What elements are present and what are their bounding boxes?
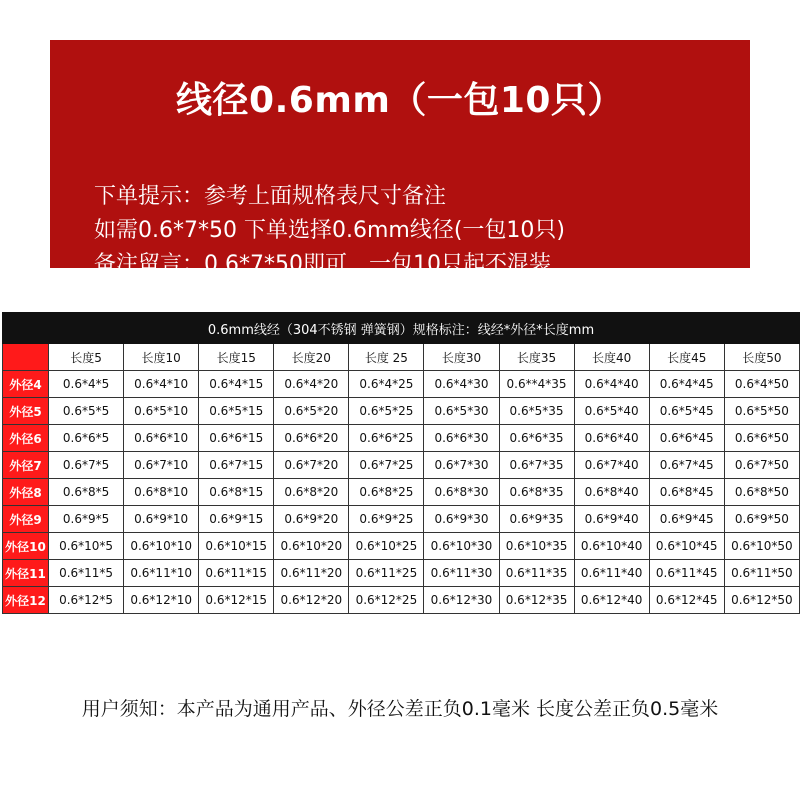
table-cell: 0.6*5*20	[274, 398, 349, 425]
table-cell: 0.6*8*25	[349, 479, 424, 506]
user-notice: 用户须知：本产品为通用产品、外径公差正负0.1毫米 长度公差正负0.5毫米	[81, 698, 719, 720]
table-cell: 0.6*7*15	[199, 452, 274, 479]
order-tip-line: 如需0.6*7*50 下单选择0.6mm线径(一包10只)	[94, 218, 565, 243]
table-cell: 0.6*9*30	[424, 506, 499, 533]
table-cell: 0.6*10*15	[199, 533, 274, 560]
table-row	[3, 560, 800, 587]
column-header: 长度50	[724, 344, 799, 371]
table-cell: 0.6**4*35	[499, 371, 574, 398]
table-cell: 0.6*5*30	[424, 398, 499, 425]
table-cell: 0.6*7*50	[724, 452, 799, 479]
table-cell: 0.6*4*50	[724, 371, 799, 398]
table-row	[3, 479, 800, 506]
table-cell: 0.6*5*5	[49, 398, 124, 425]
table-cell: 0.6*7*20	[274, 452, 349, 479]
table-cell: 0.6*11*30	[424, 560, 499, 587]
row-header: 外径10	[3, 533, 49, 560]
table-cell: 0.6*8*15	[199, 479, 274, 506]
table-cell: 0.6*6*35	[499, 425, 574, 452]
table-cell: 0.6*8*50	[724, 479, 799, 506]
table-cell: 0.6*4*45	[649, 371, 724, 398]
table-cell: 0.6*9*10	[124, 506, 199, 533]
table-cell: 0.6*6*40	[574, 425, 649, 452]
table-cell: 0.6*10*25	[349, 533, 424, 560]
table-cell: 0.6*4*20	[274, 371, 349, 398]
table-cell: 0.6*12*50	[724, 587, 799, 614]
row-header: 外径4	[3, 371, 49, 398]
table-cell: 0.6*6*20	[274, 425, 349, 452]
column-header: 长度 25	[349, 344, 424, 371]
table-cell: 0.6*4*25	[349, 371, 424, 398]
row-header: 外径11	[3, 560, 49, 587]
table-cell: 0.6*10*35	[499, 533, 574, 560]
table-cell: 0.6*11*5	[49, 560, 124, 587]
table-cell: 0.6*4*30	[424, 371, 499, 398]
table-cell: 0.6*9*50	[724, 506, 799, 533]
table-cell: 0.6*5*45	[649, 398, 724, 425]
table-cell: 0.6*5*50	[724, 398, 799, 425]
table-cell: 0.6*10*30	[424, 533, 499, 560]
table-header-row	[3, 344, 800, 371]
row-header: 外径7	[3, 452, 49, 479]
table-cell: 0.6*5*40	[574, 398, 649, 425]
table-cell: 0.6*12*45	[649, 587, 724, 614]
row-header: 外径9	[3, 506, 49, 533]
table-cell: 0.6*6*50	[724, 425, 799, 452]
table-cell: 0.6*5*10	[124, 398, 199, 425]
table-caption: 0.6mm线经（304不锈钢 弹簧钢）规格标注：线经*外径*长度mm	[3, 313, 800, 344]
banner-title: 线径0.6mm（一包10只）	[176, 80, 624, 121]
row-header: 外径12	[3, 587, 49, 614]
table-cell: 0.6*12*35	[499, 587, 574, 614]
column-header: 长度45	[649, 344, 724, 371]
table-cell: 0.6*12*40	[574, 587, 649, 614]
table-cell: 0.6*12*5	[49, 587, 124, 614]
row-header: 外径5	[3, 398, 49, 425]
table-cell: 0.6*8*20	[274, 479, 349, 506]
spec-table	[2, 312, 800, 614]
column-header: 长度30	[424, 344, 499, 371]
table-row	[3, 452, 800, 479]
table-row	[3, 533, 800, 560]
table-cell: 0.6*9*35	[499, 506, 574, 533]
row-header: 外径8	[3, 479, 49, 506]
table-cell: 0.6*6*45	[649, 425, 724, 452]
table-corner-cell	[3, 344, 49, 371]
table-cell: 0.6*6*5	[49, 425, 124, 452]
column-header: 长度20	[274, 344, 349, 371]
table-cell: 0.6*8*5	[49, 479, 124, 506]
table-cell: 0.6*7*35	[499, 452, 574, 479]
table-cell: 0.6*8*45	[649, 479, 724, 506]
table-cell: 0.6*11*50	[724, 560, 799, 587]
row-header: 外径6	[3, 425, 49, 452]
order-tip-line: 下单提示：参考上面规格表尺寸备注	[94, 184, 447, 209]
table-cell: 0.6*9*40	[574, 506, 649, 533]
table-cell: 0.6*10*50	[724, 533, 799, 560]
table-cell: 0.6*8*35	[499, 479, 574, 506]
table-cell: 0.6*7*30	[424, 452, 499, 479]
table-row	[3, 587, 800, 614]
table-cell: 0.6*12*20	[274, 587, 349, 614]
table-cell: 0.6*10*40	[574, 533, 649, 560]
table-cell: 0.6*5*25	[349, 398, 424, 425]
table-cell: 0.6*8*10	[124, 479, 199, 506]
table-row	[3, 506, 800, 533]
table-cell: 0.6*7*40	[574, 452, 649, 479]
table-cell: 0.6*12*10	[124, 587, 199, 614]
column-header: 长度35	[499, 344, 574, 371]
column-header: 长度15	[199, 344, 274, 371]
order-tips	[94, 180, 565, 282]
table-cell: 0.6*7*25	[349, 452, 424, 479]
table-cell: 0.6*10*5	[49, 533, 124, 560]
table-cell: 0.6*9*45	[649, 506, 724, 533]
table-cell: 0.6*4*5	[49, 371, 124, 398]
table-cell: 0.6*5*35	[499, 398, 574, 425]
table-cell: 0.6*4*10	[124, 371, 199, 398]
table-cell: 0.6*11*10	[124, 560, 199, 587]
table-cell: 0.6*10*20	[274, 533, 349, 560]
table-cell: 0.6*7*10	[124, 452, 199, 479]
red-banner	[50, 40, 750, 277]
table-row	[3, 398, 800, 425]
table-cell: 0.6*7*45	[649, 452, 724, 479]
table-row	[3, 425, 800, 452]
table-cell: 0.6*6*25	[349, 425, 424, 452]
table-cell: 0.6*7*5	[49, 452, 124, 479]
column-header: 长度40	[574, 344, 649, 371]
table-row	[3, 371, 800, 398]
table-cell: 0.6*9*5	[49, 506, 124, 533]
table-cell: 0.6*5*15	[199, 398, 274, 425]
table-cell: 0.6*11*40	[574, 560, 649, 587]
table-cell: 0.6*6*10	[124, 425, 199, 452]
column-header: 长度10	[124, 344, 199, 371]
table-cell: 0.6*9*15	[199, 506, 274, 533]
table-cell: 0.6*4*15	[199, 371, 274, 398]
table-cell: 0.6*10*10	[124, 533, 199, 560]
table-cell: 0.6*11*15	[199, 560, 274, 587]
table-cell: 0.6*6*15	[199, 425, 274, 452]
table-cell: 0.6*9*25	[349, 506, 424, 533]
table-cell: 0.6*11*45	[649, 560, 724, 587]
table-cell: 0.6*10*45	[649, 533, 724, 560]
table-cell: 0.6*12*25	[349, 587, 424, 614]
table-cell: 0.6*12*30	[424, 587, 499, 614]
table-cell: 0.6*12*15	[199, 587, 274, 614]
table-cell: 0.6*11*20	[274, 560, 349, 587]
table-cell: 0.6*4*40	[574, 371, 649, 398]
table-cell: 0.6*8*40	[574, 479, 649, 506]
table-cell: 0.6*11*35	[499, 560, 574, 587]
table-cell: 0.6*11*25	[349, 560, 424, 587]
table-cell: 0.6*6*30	[424, 425, 499, 452]
table-cell: 0.6*8*30	[424, 479, 499, 506]
table-caption-row	[3, 313, 800, 344]
table-cell: 0.6*9*20	[274, 506, 349, 533]
order-tip-line: 备注留言：0.6*7*50即可，一包10只起不混装	[94, 252, 551, 277]
column-header: 长度5	[49, 344, 124, 371]
